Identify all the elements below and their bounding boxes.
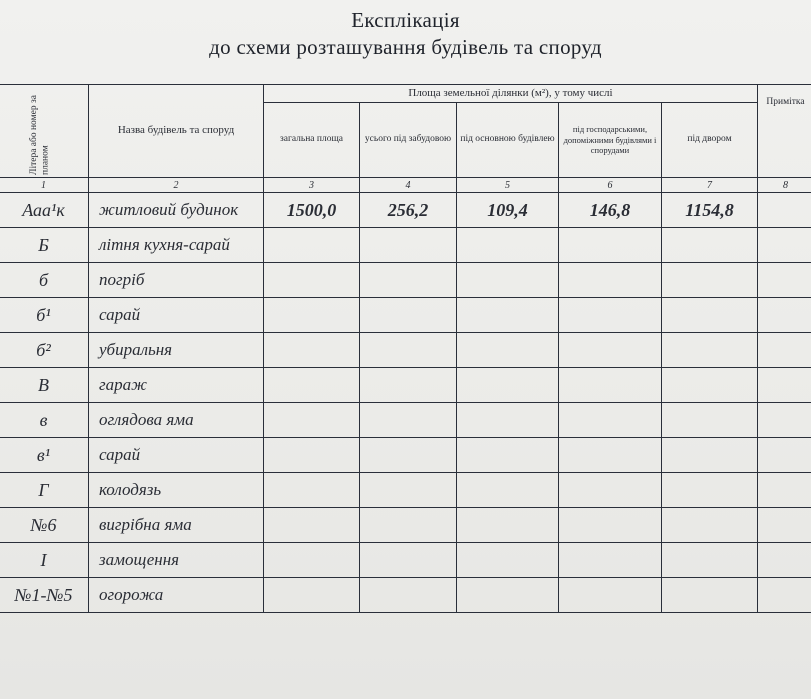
cell-yard: 1154,8 bbox=[662, 193, 758, 228]
cell-name: гараж bbox=[89, 368, 264, 403]
cell-letter: Г bbox=[0, 473, 89, 508]
cell-total bbox=[264, 298, 360, 333]
cell-name: огорожа bbox=[89, 578, 264, 613]
cell-total bbox=[264, 403, 360, 438]
cell-name: вигрібна яма bbox=[89, 508, 264, 543]
table-row bbox=[0, 403, 811, 438]
cell-aux bbox=[559, 298, 662, 333]
cell-letter: №1-№5 bbox=[0, 578, 89, 613]
cell-aux bbox=[559, 578, 662, 613]
table-row bbox=[0, 473, 811, 508]
cell-built bbox=[360, 368, 457, 403]
cell-total bbox=[264, 578, 360, 613]
cell-name: замощення bbox=[89, 543, 264, 578]
cell-aux: 146,8 bbox=[559, 193, 662, 228]
cell-total: 1500,0 bbox=[264, 193, 360, 228]
table-row bbox=[0, 508, 811, 543]
header-total: загальна площа bbox=[264, 103, 360, 178]
cell-name: літня кухня-сарай bbox=[89, 228, 264, 263]
cell-main bbox=[457, 368, 559, 403]
cell-name: оглядова яма bbox=[89, 403, 264, 438]
cell-name: сарай bbox=[89, 298, 264, 333]
header-name: Назва будівель та споруд bbox=[89, 85, 264, 178]
cell-note bbox=[758, 333, 811, 368]
cell-built bbox=[360, 543, 457, 578]
cell-letter: І bbox=[0, 543, 89, 578]
cell-aux bbox=[559, 543, 662, 578]
column-number-row bbox=[0, 178, 811, 193]
header-area-group: Площа земельної ділянки (м²), у тому числі bbox=[264, 85, 758, 103]
cell-yard bbox=[662, 543, 758, 578]
cell-yard bbox=[662, 508, 758, 543]
header-letter: Літера або номер за планом bbox=[0, 85, 89, 178]
cell-letter: Ааа¹к bbox=[0, 193, 89, 228]
header-main: під основною будівлею bbox=[457, 103, 559, 178]
cell-main: 109,4 bbox=[457, 193, 559, 228]
cell-name: убиральня bbox=[89, 333, 264, 368]
table-row bbox=[0, 368, 811, 403]
cell-built bbox=[360, 473, 457, 508]
column-number: 7 bbox=[662, 178, 758, 193]
cell-built bbox=[360, 298, 457, 333]
table-row bbox=[0, 228, 811, 263]
cell-aux bbox=[559, 508, 662, 543]
cell-main bbox=[457, 333, 559, 368]
column-number: 2 bbox=[89, 178, 264, 193]
cell-total bbox=[264, 333, 360, 368]
cell-built bbox=[360, 438, 457, 473]
cell-main bbox=[457, 263, 559, 298]
cell-letter: В bbox=[0, 368, 89, 403]
cell-note bbox=[758, 508, 811, 543]
cell-yard bbox=[662, 403, 758, 438]
cell-note bbox=[758, 403, 811, 438]
cell-letter: б bbox=[0, 263, 89, 298]
table-row bbox=[0, 193, 811, 228]
cell-built bbox=[360, 228, 457, 263]
cell-note bbox=[758, 578, 811, 613]
cell-built bbox=[360, 403, 457, 438]
cell-note bbox=[758, 438, 811, 473]
cell-built: 256,2 bbox=[360, 193, 457, 228]
cell-letter: №6 bbox=[0, 508, 89, 543]
cell-total bbox=[264, 473, 360, 508]
cell-built bbox=[360, 508, 457, 543]
cell-yard bbox=[662, 263, 758, 298]
column-number: 6 bbox=[559, 178, 662, 193]
column-number: 3 bbox=[264, 178, 360, 193]
column-number: 8 bbox=[758, 178, 811, 193]
cell-main bbox=[457, 438, 559, 473]
cell-yard bbox=[662, 228, 758, 263]
cell-main bbox=[457, 578, 559, 613]
cell-main bbox=[457, 403, 559, 438]
cell-letter: Б bbox=[0, 228, 89, 263]
document-subtitle: до схеми розташування будівель та споруд bbox=[209, 35, 602, 59]
header-built: усього під забудовою bbox=[360, 103, 457, 178]
column-number: 4 bbox=[360, 178, 457, 193]
cell-yard bbox=[662, 438, 758, 473]
cell-aux bbox=[559, 333, 662, 368]
cell-note bbox=[758, 298, 811, 333]
cell-aux bbox=[559, 228, 662, 263]
cell-letter: б² bbox=[0, 333, 89, 368]
cell-letter: б¹ bbox=[0, 298, 89, 333]
table-row bbox=[0, 333, 811, 368]
cell-letter: в¹ bbox=[0, 438, 89, 473]
explication-table bbox=[0, 84, 811, 613]
cell-built bbox=[360, 333, 457, 368]
cell-yard bbox=[662, 578, 758, 613]
cell-note bbox=[758, 543, 811, 578]
cell-note bbox=[758, 263, 811, 298]
cell-yard bbox=[662, 368, 758, 403]
cell-name: погріб bbox=[89, 263, 264, 298]
cell-note bbox=[758, 368, 811, 403]
cell-letter: в bbox=[0, 403, 89, 438]
cell-total bbox=[264, 228, 360, 263]
document-title: Експлікація bbox=[351, 8, 460, 32]
column-number: 1 bbox=[0, 178, 89, 193]
cell-aux bbox=[559, 473, 662, 508]
cell-main bbox=[457, 508, 559, 543]
cell-aux bbox=[559, 438, 662, 473]
cell-total bbox=[264, 438, 360, 473]
table-row bbox=[0, 438, 811, 473]
cell-total bbox=[264, 368, 360, 403]
cell-built bbox=[360, 263, 457, 298]
cell-built bbox=[360, 578, 457, 613]
table-row bbox=[0, 578, 811, 613]
cell-name: житловий будинок bbox=[89, 193, 264, 228]
cell-total bbox=[264, 263, 360, 298]
cell-total bbox=[264, 543, 360, 578]
table-row bbox=[0, 543, 811, 578]
table-row bbox=[0, 298, 811, 333]
header-note: Примітка bbox=[758, 85, 811, 178]
cell-aux bbox=[559, 368, 662, 403]
cell-aux bbox=[559, 263, 662, 298]
cell-note bbox=[758, 228, 811, 263]
cell-yard bbox=[662, 473, 758, 508]
cell-main bbox=[457, 543, 559, 578]
cell-main bbox=[457, 228, 559, 263]
cell-aux bbox=[559, 403, 662, 438]
column-number: 5 bbox=[457, 178, 559, 193]
cell-note bbox=[758, 473, 811, 508]
cell-name: колодязь bbox=[89, 473, 264, 508]
cell-yard bbox=[662, 333, 758, 368]
cell-main bbox=[457, 298, 559, 333]
cell-main bbox=[457, 473, 559, 508]
header-yard: під двором bbox=[662, 103, 758, 178]
cell-name: сарай bbox=[89, 438, 264, 473]
table-row bbox=[0, 263, 811, 298]
header-aux: під господарськими, допоміжними будівлями і спорудами bbox=[559, 103, 662, 178]
cell-yard bbox=[662, 298, 758, 333]
cell-note bbox=[758, 193, 811, 228]
cell-total bbox=[264, 508, 360, 543]
